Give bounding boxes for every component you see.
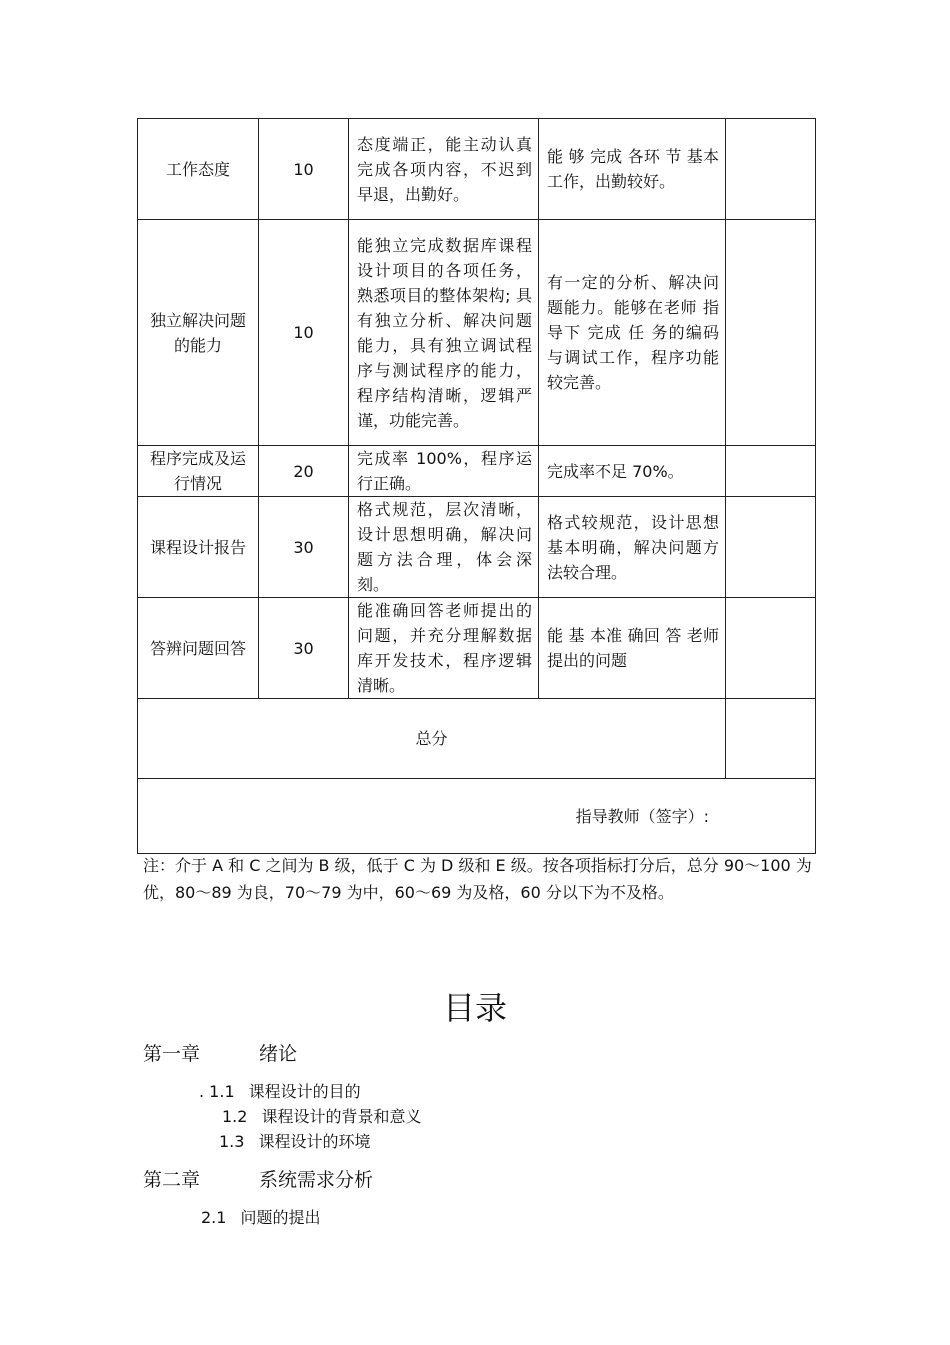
grading-table — [137, 118, 816, 854]
section-title: 课程设计的背景和意义 — [261, 1107, 422, 1126]
item-score: 10 — [259, 119, 349, 220]
grade-a-description: 态度端正，能主动认真完成各项内容，不迟到早退，出勤好。 — [349, 119, 539, 220]
grading-note: 注：介于 A 和 C 之间为 B 级，低于 C 为 D 级和 E 级。按各项指标打分后，总分 90～100 为优，80～89 为良，70～79 为中，60～69 为及格，60 分以下为不及格。 — [143, 856, 812, 902]
toc-item-1-1[interactable] — [199, 1079, 361, 1102]
item-score: 10 — [259, 220, 349, 446]
toc-item-1-3[interactable] — [219, 1129, 370, 1152]
toc-title: 目录 — [442, 989, 507, 1027]
item-name: 工作态度 — [138, 119, 259, 220]
table-row — [138, 598, 816, 699]
item-name: 课程设计报告 — [138, 497, 259, 598]
toc-item-1-2[interactable] — [222, 1104, 421, 1127]
toc-item-2-1[interactable] — [201, 1205, 320, 1228]
chapter-title: 系统需求分析 — [259, 1169, 374, 1191]
item-name: 程序完成及运行情况 — [138, 446, 259, 497]
item-name: 独立解决问题的能力 — [138, 220, 259, 446]
score-entry-cell — [726, 119, 816, 220]
grade-a-description: 能独立完成数据库课程设计项目的各项任务，熟悉项目的整体架构; 具有独立分析、解决问题能力，具有独立调试程序与测试程序的能力，程序结构清晰，逻辑严谨，功能完善。 — [349, 220, 539, 446]
total-score-cell — [726, 699, 816, 779]
score-entry-cell — [726, 497, 816, 598]
table-row — [138, 497, 816, 598]
grade-a-description: 格式规范，层次清晰，设计思想明确，解决问题方法合理，体会深刻。 — [349, 497, 539, 598]
section-number: 1.2 — [222, 1107, 248, 1126]
chapter-title: 绪论 — [259, 1043, 298, 1065]
total-label: 总分 — [138, 699, 726, 779]
total-row — [138, 699, 816, 779]
grade-c-description: 完成率不足 70%。 — [539, 446, 726, 497]
section-title: 课程设计的目的 — [248, 1082, 361, 1101]
signature-row — [138, 779, 816, 854]
grade-a-description: 完成率 100%，程序运行正确。 — [349, 446, 539, 497]
chapter-number: 第一章 — [143, 1043, 201, 1065]
item-score: 30 — [259, 497, 349, 598]
table-row — [138, 119, 816, 220]
table-row — [138, 220, 816, 446]
section-number: . 1.1 — [199, 1082, 235, 1101]
section-title: 问题的提出 — [240, 1208, 321, 1227]
grade-c-description: 格式较规范，设计思想基本明确，解决问题方法较合理。 — [539, 497, 726, 598]
item-score: 30 — [259, 598, 349, 699]
toc-chapter-1[interactable] — [143, 1039, 298, 1066]
grade-c-description: 能 够 完成 各环 节 基本工作，出勤较好。 — [539, 119, 726, 220]
signature-label: 指导教师（签字）: — [138, 779, 816, 854]
section-title: 课程设计的环境 — [258, 1132, 371, 1151]
toc-chapter-2[interactable] — [143, 1165, 374, 1192]
item-score: 20 — [259, 446, 349, 497]
grade-a-description: 能准确回答老师提出的问题，并充分理解数据库开发技术，程序逻辑清晰。 — [349, 598, 539, 699]
section-number: 2.1 — [201, 1208, 227, 1227]
section-number: 1.3 — [219, 1132, 245, 1151]
chapter-number: 第二章 — [143, 1169, 201, 1191]
grade-c-description: 有一定的分析、解决问题能力。能够在老师 指 导下 完成 任 务的编码与调试工作，程序功能较完善。 — [539, 220, 726, 446]
score-entry-cell — [726, 446, 816, 497]
table-row — [138, 446, 816, 497]
score-entry-cell — [726, 598, 816, 699]
score-entry-cell — [726, 220, 816, 446]
item-name: 答辨问题回答 — [138, 598, 259, 699]
grade-c-description: 能 基 本准 确回 答 老师提出的问题 — [539, 598, 726, 699]
